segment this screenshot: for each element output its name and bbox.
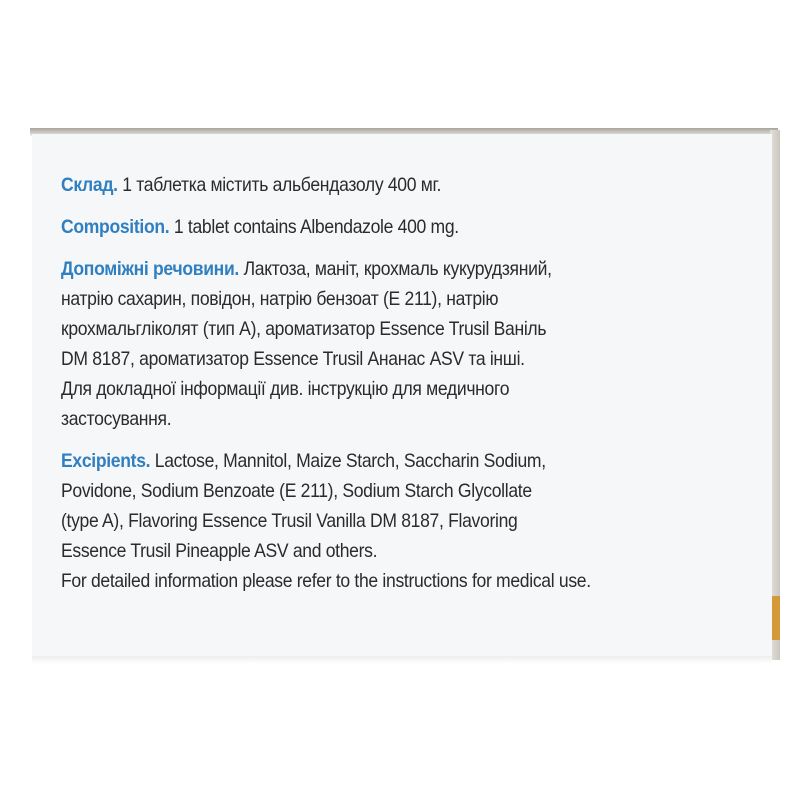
- panel-bottom-edge: [32, 656, 772, 664]
- package-text: [61, 170, 763, 596]
- excipients-ua-text-1: Лактоза, маніт, крохмаль кукурудзяний,: [239, 258, 552, 280]
- composition-en: [61, 212, 763, 242]
- excipients-en-line-4: Essence Trusil Pineapple ASV and others.: [61, 540, 378, 562]
- excipients-en-line-3: (type A), Flavoring Essence Trusil Vanilla DM 8187, Flavoring: [61, 510, 518, 532]
- composition-en-line: [61, 212, 763, 242]
- excipients-ua-line-2: натрію сахарин, повідон, натрію бензоат (Е 211), натрію: [61, 288, 499, 310]
- excipients-en-line-2: Povidone, Sodium Benzoate (E 211), Sodium Starch Glycollate: [61, 480, 532, 502]
- excipients-ua-line-5: Для докладної інформації див. інструкцію для медичного: [61, 378, 510, 400]
- excipients-en-line-1: [61, 446, 763, 476]
- excipients-ua-line-1: [61, 254, 763, 284]
- excipients-ua: [61, 254, 763, 434]
- excipients-ua-line-4: DM 8187, ароматизатор Essence Trusil Ананас ASV та інші.: [61, 348, 525, 370]
- excipients-en: [61, 446, 763, 596]
- excipients-en-text-1: Lactose, Mannitol, Maize Starch, Saccharin Sodium,: [150, 450, 546, 472]
- composition-ua-text: 1 таблетка містить альбендазолу 400 мг.: [117, 174, 442, 196]
- excipients-ua-line-3: крохмальгліколят (тип А), ароматизатор Essence Trusil Ваніль: [61, 318, 547, 340]
- excipients-en-line-5: For detailed information please refer to the instructions for medical use.: [61, 570, 591, 592]
- excipients-ua-label: Допоміжні речовини.: [61, 258, 240, 280]
- box-side-color-strip: [772, 596, 780, 640]
- composition-ua: [61, 170, 763, 200]
- composition-en-label: Composition.: [61, 216, 170, 238]
- composition-ua-line: [61, 170, 763, 200]
- excipients-en-label: Excipients.: [61, 450, 151, 472]
- composition-ua-label: Склад.: [61, 174, 118, 196]
- excipients-ua-line-6: застосування.: [61, 408, 172, 430]
- composition-en-text: 1 tablet contains Albendazole 400 mg.: [169, 216, 459, 238]
